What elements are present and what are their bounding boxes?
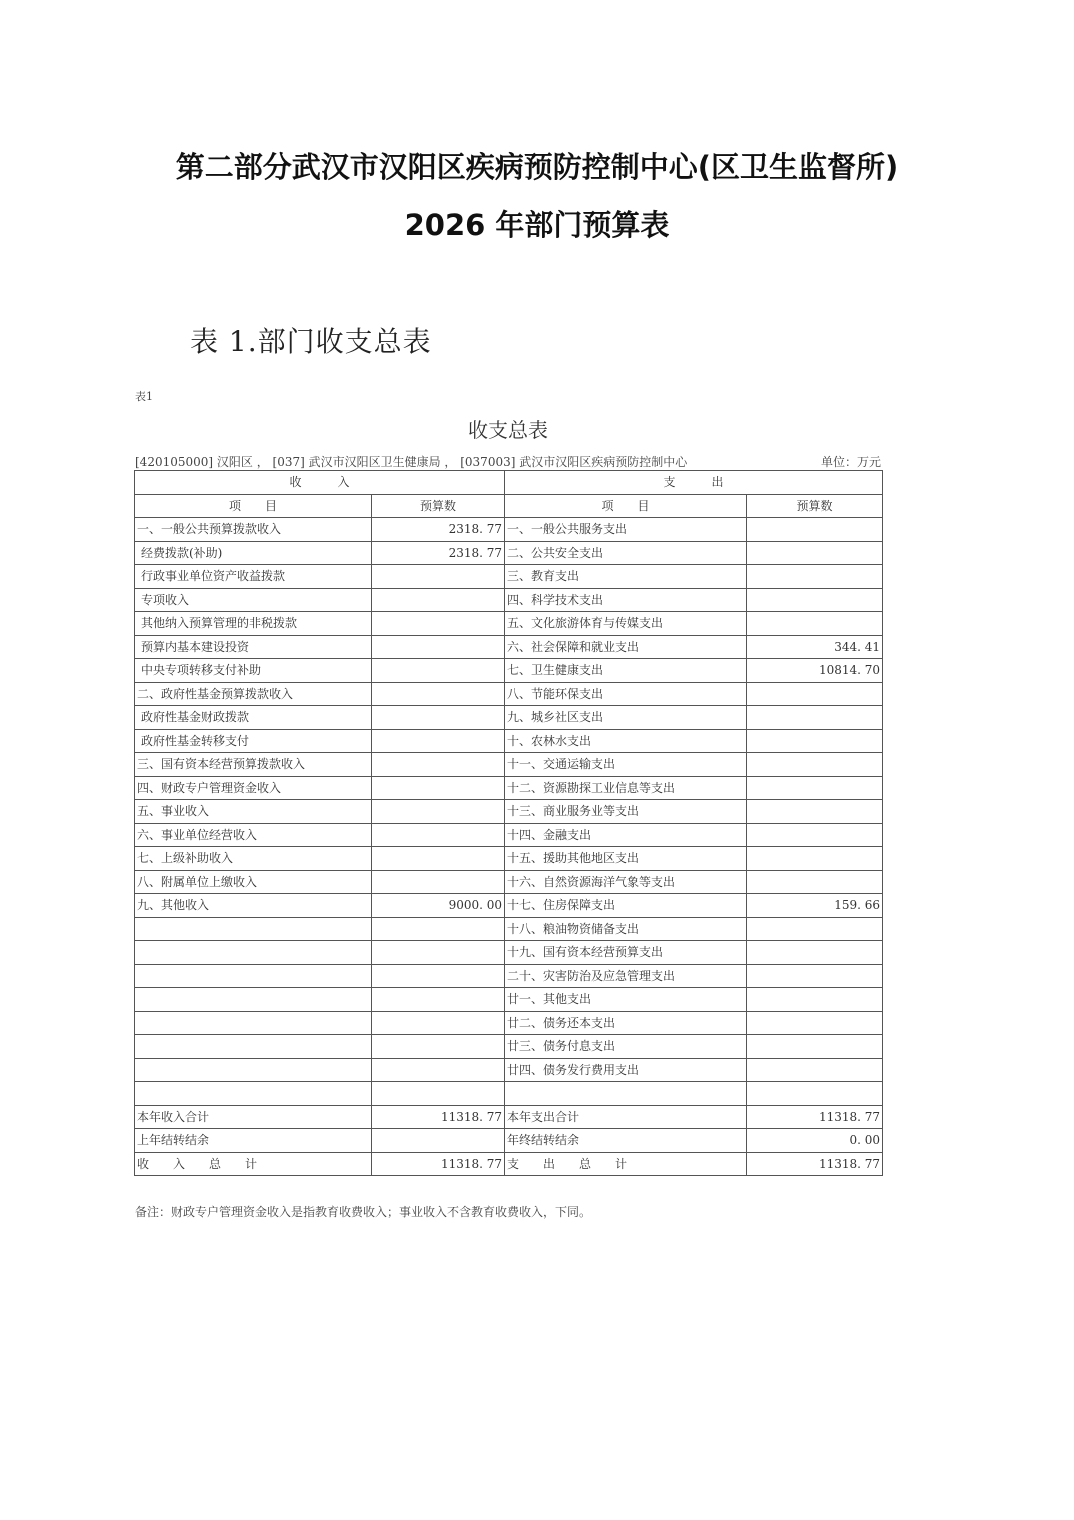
income-value-cell [372,1058,505,1082]
expense-value-cell [747,729,883,753]
table-row [135,800,883,824]
expense-value-cell [747,518,883,542]
table-row [135,776,883,800]
table-body [135,518,883,1176]
income-item-cell: 其他纳入预算管理的非税拨款 [135,612,372,636]
income-item-cell: 上年结转结余 [135,1129,372,1153]
expense-value-cell [747,612,883,636]
expense-value-cell [747,964,883,988]
table-row [135,1035,883,1059]
expense-value-cell [747,823,883,847]
table-row [135,1105,883,1129]
expense-budget-header: 预算数 [747,494,883,518]
org-codes: [420105000] 汉阳区 ， [037] 武汉市汉阳区卫生健康局 ， [037003] 武汉市汉阳区疾病预防控制中心 [135,455,688,469]
expense-item-cell: 一、一般公共服务支出 [505,518,747,542]
expense-value-cell [747,1011,883,1035]
income-item-cell: 四、财政专户管理资金收入 [135,776,372,800]
expense-item-cell: 十七、住房保障支出 [505,894,747,918]
income-item-header: 项 目 [135,494,372,518]
income-item-cell: 预算内基本建设投资 [135,635,372,659]
expense-value-cell: 11318. 77 [747,1105,883,1129]
income-value-cell: 9000. 00 [372,894,505,918]
expense-item-cell [505,1082,747,1106]
expense-value-cell: 159. 66 [747,894,883,918]
expense-header: 支 出 [505,471,883,495]
table-row [135,682,883,706]
income-value-cell [372,1082,505,1106]
income-item-cell [135,1058,372,1082]
expense-item-cell: 十四、金融支出 [505,823,747,847]
table-row [135,565,883,589]
expense-item-cell: 廿一、其他支出 [505,988,747,1012]
expense-value-cell [747,988,883,1012]
income-item-cell: 收 入 总 计 [135,1152,372,1176]
income-value-cell [372,917,505,941]
expense-value-cell [747,847,883,871]
table-row [135,1058,883,1082]
expense-value-cell [747,588,883,612]
expense-value-cell: 0. 00 [747,1129,883,1153]
expense-value-cell [747,776,883,800]
table-number: 表1 [135,390,153,403]
expense-item-cell: 七、卫生健康支出 [505,659,747,683]
income-item-cell [135,1035,372,1059]
expense-item-cell: 九、城乡社区支出 [505,706,747,730]
table-row [135,706,883,730]
income-item-cell [135,1082,372,1106]
table-row [135,541,883,565]
expense-item-cell: 十三、商业服务业等支出 [505,800,747,824]
income-item-cell: 行政事业单位资产收益拨款 [135,565,372,589]
expense-item-cell: 年终结转结余 [505,1129,747,1153]
income-value-cell [372,1035,505,1059]
expense-item-cell: 十二、资源勘探工业信息等支出 [505,776,747,800]
income-item-cell [135,941,372,965]
table-title: 收支总表 [468,418,548,442]
expense-item-cell: 十九、国有资本经营预算支出 [505,941,747,965]
table-row [135,588,883,612]
expense-item-cell: 四、科学技术支出 [505,588,747,612]
expense-item-cell: 三、教育支出 [505,565,747,589]
expense-item-cell: 八、节能环保支出 [505,682,747,706]
expense-value-cell [747,870,883,894]
income-value-cell [372,682,505,706]
expense-value-cell [747,753,883,777]
table-header-row [135,494,883,518]
income-item-cell: 中央专项转移支付补助 [135,659,372,683]
income-value-cell: 2318. 77 [372,541,505,565]
income-item-cell: 五、事业收入 [135,800,372,824]
income-value-cell: 2318. 77 [372,518,505,542]
income-value-cell [372,847,505,871]
expense-item-cell: 六、社会保障和就业支出 [505,635,747,659]
expense-value-cell [747,682,883,706]
page-title-line2: 2026 年部门预算表 [404,208,670,242]
expense-value-cell [747,706,883,730]
expense-item-cell: 二十、灾害防治及应急管理支出 [505,964,747,988]
income-item-cell: 九、其他收入 [135,894,372,918]
income-item-cell [135,917,372,941]
expense-value-cell: 11318. 77 [747,1152,883,1176]
income-item-cell: 七、上级补助收入 [135,847,372,871]
table-row [135,612,883,636]
expense-item-cell: 廿四、债务发行费用支出 [505,1058,747,1082]
expense-value-cell [747,565,883,589]
income-item-cell: 政府性基金财政拨款 [135,706,372,730]
income-item-cell: 一、一般公共预算拨款收入 [135,518,372,542]
table-row [135,659,883,683]
income-value-cell [372,941,505,965]
income-item-cell: 经费拨款(补助) [135,541,372,565]
income-value-cell [372,870,505,894]
expense-item-cell: 十六、自然资源海洋气象等支出 [505,870,747,894]
expense-value-cell [747,541,883,565]
income-value-cell: 11318. 77 [372,1152,505,1176]
income-value-cell [372,612,505,636]
expense-item-cell: 十一、交通运输支出 [505,753,747,777]
table-row [135,1129,883,1153]
expense-value-cell [747,1035,883,1059]
unit-label: 单位：万元 [820,455,881,469]
income-item-cell [135,988,372,1012]
income-value-cell [372,964,505,988]
table-row [135,635,883,659]
income-item-cell: 政府性基金转移支付 [135,729,372,753]
page-title-line1: 第二部分武汉市汉阳区疾病预防控制中心(区卫生监督所) [175,150,899,184]
table-header-row-group [135,471,883,495]
income-item-cell: 二、政府性基金预算拨款收入 [135,682,372,706]
table-row [135,753,883,777]
income-item-cell: 专项收入 [135,588,372,612]
income-value-cell [372,588,505,612]
table-row [135,941,883,965]
expense-item-cell: 支 出 总 计 [505,1152,747,1176]
income-item-cell: 八、附属单位上缴收入 [135,870,372,894]
income-value-cell [372,729,505,753]
expense-value-cell: 344. 41 [747,635,883,659]
expense-item-cell: 本年支出合计 [505,1105,747,1129]
expense-value-cell [747,917,883,941]
footnote: 备注：财政专户管理资金收入是指教育收费收入；事业收入不含教育收费收入，下同。 [135,1205,592,1219]
income-item-cell [135,964,372,988]
table-row [135,894,883,918]
expense-value-cell [747,941,883,965]
income-value-cell [372,635,505,659]
table-row [135,870,883,894]
income-value-cell [372,565,505,589]
income-item-cell: 本年收入合计 [135,1105,372,1129]
income-value-cell [372,659,505,683]
expense-item-cell: 十八、粮油物资储备支出 [505,917,747,941]
table-row [135,1082,883,1106]
table-row [135,1011,883,1035]
income-item-cell [135,1011,372,1035]
expense-item-cell: 十、农林水支出 [505,729,747,753]
expense-value-cell [747,1082,883,1106]
income-budget-header: 预算数 [372,494,505,518]
income-value-cell [372,823,505,847]
section-heading: 表 1.部门收支总表 [190,325,432,358]
table-row [135,518,883,542]
expense-value-cell [747,800,883,824]
table-row [135,823,883,847]
income-value-cell [372,1129,505,1153]
table-row [135,964,883,988]
expense-value-cell [747,1058,883,1082]
income-value-cell [372,988,505,1012]
income-item-cell: 六、事业单位经营收入 [135,823,372,847]
table-row [135,1152,883,1176]
expense-item-header: 项 目 [505,494,747,518]
income-value-cell [372,706,505,730]
table-row [135,917,883,941]
table-row [135,847,883,871]
expense-item-cell: 廿二、债务还本支出 [505,1011,747,1035]
income-value-cell [372,753,505,777]
income-value-cell [372,776,505,800]
income-value-cell [372,800,505,824]
expense-item-cell: 十五、援助其他地区支出 [505,847,747,871]
income-item-cell: 三、国有资本经营预算拨款收入 [135,753,372,777]
budget-table [134,470,883,1176]
income-value-cell [372,1011,505,1035]
expense-item-cell: 廿三、债务付息支出 [505,1035,747,1059]
income-header: 收 入 [135,471,505,495]
org-line [135,453,881,470]
expense-value-cell: 10814. 70 [747,659,883,683]
expense-item-cell: 二、公共安全支出 [505,541,747,565]
expense-item-cell: 五、文化旅游体育与传媒支出 [505,612,747,636]
table-row [135,729,883,753]
table-row [135,988,883,1012]
income-value-cell: 11318. 77 [372,1105,505,1129]
